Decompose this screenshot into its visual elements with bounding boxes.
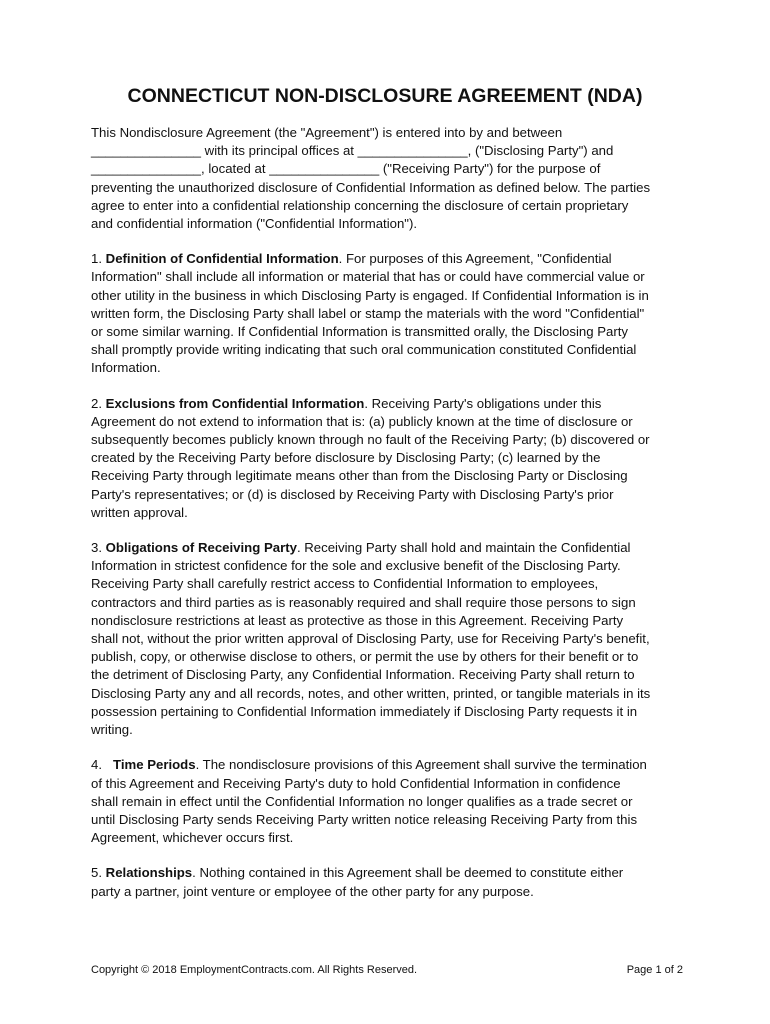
intro-line: This Nondisclosure Agreement (the "Agreement") is entered into by and between bbox=[91, 125, 563, 140]
section-line: Information in strictest confidence for the sole and exclusive benefit of the Disclosing Party. bbox=[91, 558, 621, 574]
intro-line: preventing the unauthorized disclosure of Confidential Information as defined below. The parties bbox=[91, 179, 651, 195]
section-first-line bbox=[91, 539, 691, 557]
section-first-line bbox=[91, 395, 691, 413]
document-title: CONNECTICUT NON-DISCLOSURE AGREEMENT (NDA) bbox=[127, 85, 643, 107]
section-line: Party's representatives; or (d) is disclosed by Receiving Party with Disclosing Party's prior bbox=[91, 486, 614, 502]
section-time-periods bbox=[91, 756, 691, 847]
section-line: Receiving Party through legitimate means other than from the Disclosing Party or Disclosing bbox=[91, 468, 628, 484]
section-line: possession pertaining to Confidential Information immediately if Disclosing Party requests it in bbox=[91, 703, 638, 719]
section-line: until Disclosing Party sends Receiving Party written notice releasing Receiving Party from this bbox=[91, 811, 638, 827]
section-line: party a partner, joint venture or employee of the other party for any purpose. bbox=[91, 883, 534, 899]
footer-copyright: Copyright © 2018 EmploymentContracts.com. All Rights Reserved. bbox=[91, 964, 418, 976]
section-heading: Relationships bbox=[105, 865, 193, 881]
section-number: 5. bbox=[91, 865, 106, 881]
section-number: 4. bbox=[91, 757, 113, 773]
section-line: Information" shall include all information or material that has or could have commercial value or bbox=[91, 269, 645, 285]
section-obligations bbox=[91, 539, 691, 739]
intro-paragraph bbox=[91, 124, 691, 233]
section-number: 3. bbox=[91, 540, 106, 556]
section-line: Disclosing Party any and all records, notes, and other written, printed, or tangible materials in its bbox=[91, 685, 651, 701]
section-heading: Exclusions from Confidential Information bbox=[105, 395, 365, 411]
section-line: shall not, without the prior written approval of Disclosing Party, use for Receiving Party's benefit, bbox=[91, 631, 650, 647]
section-heading: Obligations of Receiving Party bbox=[105, 540, 297, 556]
section-line: publish, copy, or otherwise disclose to others, or permit the use by others for their benefit or to bbox=[91, 649, 639, 665]
section-line: Receiving Party shall carefully restrict access to Confidential Information to employees, bbox=[91, 576, 599, 592]
section-heading: Time Periods bbox=[113, 757, 196, 773]
section-line: other utility in the business in which Disclosing Party is engaged. If Confidential Information is in bbox=[91, 287, 649, 303]
document-body bbox=[91, 124, 691, 918]
section-number: 2. bbox=[91, 395, 106, 411]
section-first-line bbox=[91, 864, 691, 882]
footer-page-number: Page 1 of 2 bbox=[626, 964, 683, 976]
intro-line: _______________ with its principal offices at _______________, ("Disclosing Party") and bbox=[91, 143, 614, 159]
section-line: written approval. bbox=[91, 504, 188, 520]
section-text: . The nondisclosure provisions of this Agreement shall survive the termination bbox=[195, 757, 647, 773]
intro-line: and confidential information ("Confidential Information"). bbox=[91, 216, 418, 232]
section-line: the detriment of Disclosing Party, any Confidential Information. Receiving Party shall return to bbox=[91, 667, 635, 683]
section-heading: Definition of Confidential Information bbox=[105, 251, 339, 267]
section-exclusions bbox=[91, 395, 691, 522]
section-line: Information. bbox=[91, 360, 161, 376]
section-line: nondisclosure restrictions at least as protective as those in this Agreement. Receiving Party bbox=[91, 612, 624, 628]
section-line: writing. bbox=[91, 722, 133, 738]
section-line: shall promptly provide writing indicating that such oral communication constituted Confidential bbox=[91, 342, 637, 358]
section-line: shall remain in effect until the Confidential Information no longer qualifies as a trade secret or bbox=[91, 793, 633, 809]
section-text: . Nothing contained in this Agreement shall be deemed to constitute either bbox=[192, 865, 624, 881]
section-number: 1. bbox=[91, 251, 106, 267]
section-line: written form, the Disclosing Party shall label or stamp the materials with the word "Confidential" bbox=[91, 305, 645, 321]
intro-line: agree to enter into a confidential relationship concerning the disclosure of certain proprietary bbox=[91, 197, 629, 213]
section-line: of this Agreement and Receiving Party's duty to hold Confidential Information in confidence bbox=[91, 775, 621, 791]
section-line: contractors and third parties as is reasonably required and shall require those persons to sign bbox=[91, 594, 636, 610]
section-line: Agreement do not extend to information that is: (a) publicly known at the time of disclosure or bbox=[91, 413, 633, 429]
section-text: . For purposes of this Agreement, "Confidential bbox=[338, 251, 612, 267]
section-first-line bbox=[91, 250, 691, 268]
intro-line: _______________, located at _______________ ("Receiving Party") for the purpose of bbox=[91, 161, 601, 177]
section-line: subsequently becomes publicly known through no fault of the Receiving Party; (b) discovered or bbox=[91, 432, 650, 448]
section-definition bbox=[91, 250, 691, 377]
section-relationships bbox=[91, 864, 691, 900]
section-first-line bbox=[91, 756, 691, 774]
section-line: Agreement, whichever occurs first. bbox=[91, 830, 294, 846]
section-text: . Receiving Party's obligations under this bbox=[364, 395, 602, 411]
section-line: or some similar warning. If Confidential Information is transmitted orally, the Disclosing Party bbox=[91, 324, 628, 340]
section-line: created by the Receiving Party before disclosure by Disclosing Party; (c) learned by the bbox=[91, 450, 601, 466]
section-text: . Receiving Party shall hold and maintain the Confidential bbox=[296, 540, 631, 556]
